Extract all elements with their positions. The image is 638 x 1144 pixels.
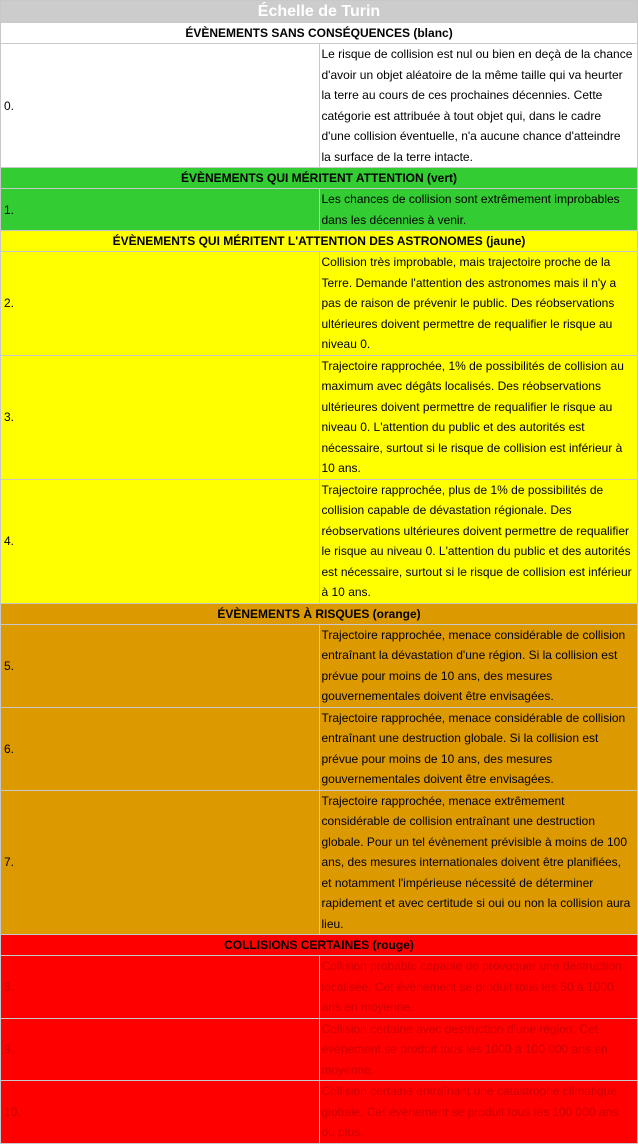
section-header: ÉVÈNEMENTS QUI MÉRITENT ATTENTION (vert) (180, 171, 457, 185)
section-header-green (1, 168, 637, 188)
table-row (1, 356, 637, 479)
level-description: Collision très improbable, mais trajectoire proche de la Terre. Demande l'attention des astronomes mais il n'y a pas de raison de prévenir le public. Des réobservations ultérieures doivent permettre de requalifier le risque au niveau 0. (321, 255, 617, 351)
table-title: Échelle de Turin (1, 1, 637, 22)
level-description: Trajectoire rapprochée, menace considérable de collision entraînant la dévastation d'une région. Si la collision est prévue pour moins de 10 ans, des mesures gouvernementales doivent être envisagées. (321, 627, 626, 703)
level-description: Trajectoire rapprochée, plus de 1% de possibilités de collision capable de dévastation régionale. Des réobservations ultérieures doivent permettre de requalifier le risque au niveau 0. L'attention du public et des autorités est nécessaire, surtout si le risque de collision est inférieur à 10 ans. (321, 482, 632, 599)
table-row (1, 1019, 637, 1081)
section-header-white (1, 23, 637, 43)
level-number: 9. (4, 1042, 15, 1057)
level-description: Les chances de collision sont extrêmement improbables dans les décennies à venir. (321, 192, 620, 227)
section-header: ÉVÈNEMENTS À RISQUES (orange) (217, 606, 421, 621)
level-description: Le risque de collision est nul ou bien en deçà de la chance d'avoir un objet aléatoire de la même taille qui va heurter la terre au cours de ces prochaines décennies. Cette catégorie est attribuée à tout objet qui, dans le cadre d'une collision éventuelle, n'a aucune chance d'atteindre la surface de la terre intacte. (321, 47, 633, 164)
level-number: 3. (4, 410, 15, 424)
table-row (1, 956, 637, 1018)
level-description: Trajectoire rapprochée, menace considérable de collision entraînant une destruction globale. Si la collision est prévue pour moins de 10 ans, des mesures gouvernementales doivent être envisagées. (321, 710, 626, 786)
level-description: Collision certaine entraînant une catastrophe climatique globale. Cet évènement se produit tous les 100 000 ans ou plus. (321, 1084, 619, 1139)
section-header: COLLISIONS CERTAINES (rouge) (224, 938, 414, 952)
table-row (1, 708, 637, 790)
section-header-yellow (1, 231, 637, 251)
level-number: 7. (4, 855, 15, 870)
level-description: Collision probable capable de provoquer une destruction localisée. Cet évènement se produit tous les 50 à 1000 ans en moyenne. (321, 959, 622, 1014)
section-header-orange (1, 604, 637, 624)
table-row (1, 791, 637, 935)
level-description: Trajectoire rapprochée, menace extrêmement considérable de collision entraînant une destruction globale. Pour un tel évènement prévisible à moins de 100 ans, des mesures internationales doivent être planifiées, et notamment l'impérieuse nécessité de déterminer rapidement et avec certitude si oui ou non la collision aura lieu. (321, 793, 631, 931)
table-row (1, 480, 637, 603)
table-row (1, 1081, 637, 1143)
title-row (1, 1, 637, 22)
table-row (1, 252, 637, 355)
level-number: 5. (4, 658, 15, 673)
section-header: ÉVÈNEMENTS QUI MÉRITENT L'ATTENTION DES ASTRONOMES (jaune) (112, 234, 526, 248)
level-number: 6. (4, 741, 15, 756)
level-number: 10. (4, 1104, 21, 1119)
level-description: Collision certaine avec destruction d'une région. Cet évènement se produit tous les 1000 à 100 000 ans en moyenne. (321, 1021, 608, 1077)
table-row (1, 625, 637, 707)
level-number: 8. (4, 979, 15, 994)
level-description: Trajectoire rapprochée, 1% de possibilités de collision au maximum avec dégâts localisés. Des réobservations ultérieures doivent permettre de requalifier le risque au niveau 0. L'attention du public et des autorités est nécessaire, surtout si le risque de collision est inférieur à 10 ans. (321, 358, 624, 475)
level-number: 4. (4, 534, 15, 548)
table-row (1, 44, 637, 167)
level-number: 2. (4, 296, 15, 311)
table-row (1, 189, 637, 230)
level-number: 0. (4, 98, 15, 113)
section-header-red (1, 935, 637, 955)
level-number: 1. (4, 202, 15, 217)
section-header: ÉVÈNEMENTS SANS CONSÉQUENCES (blanc) (185, 26, 453, 40)
